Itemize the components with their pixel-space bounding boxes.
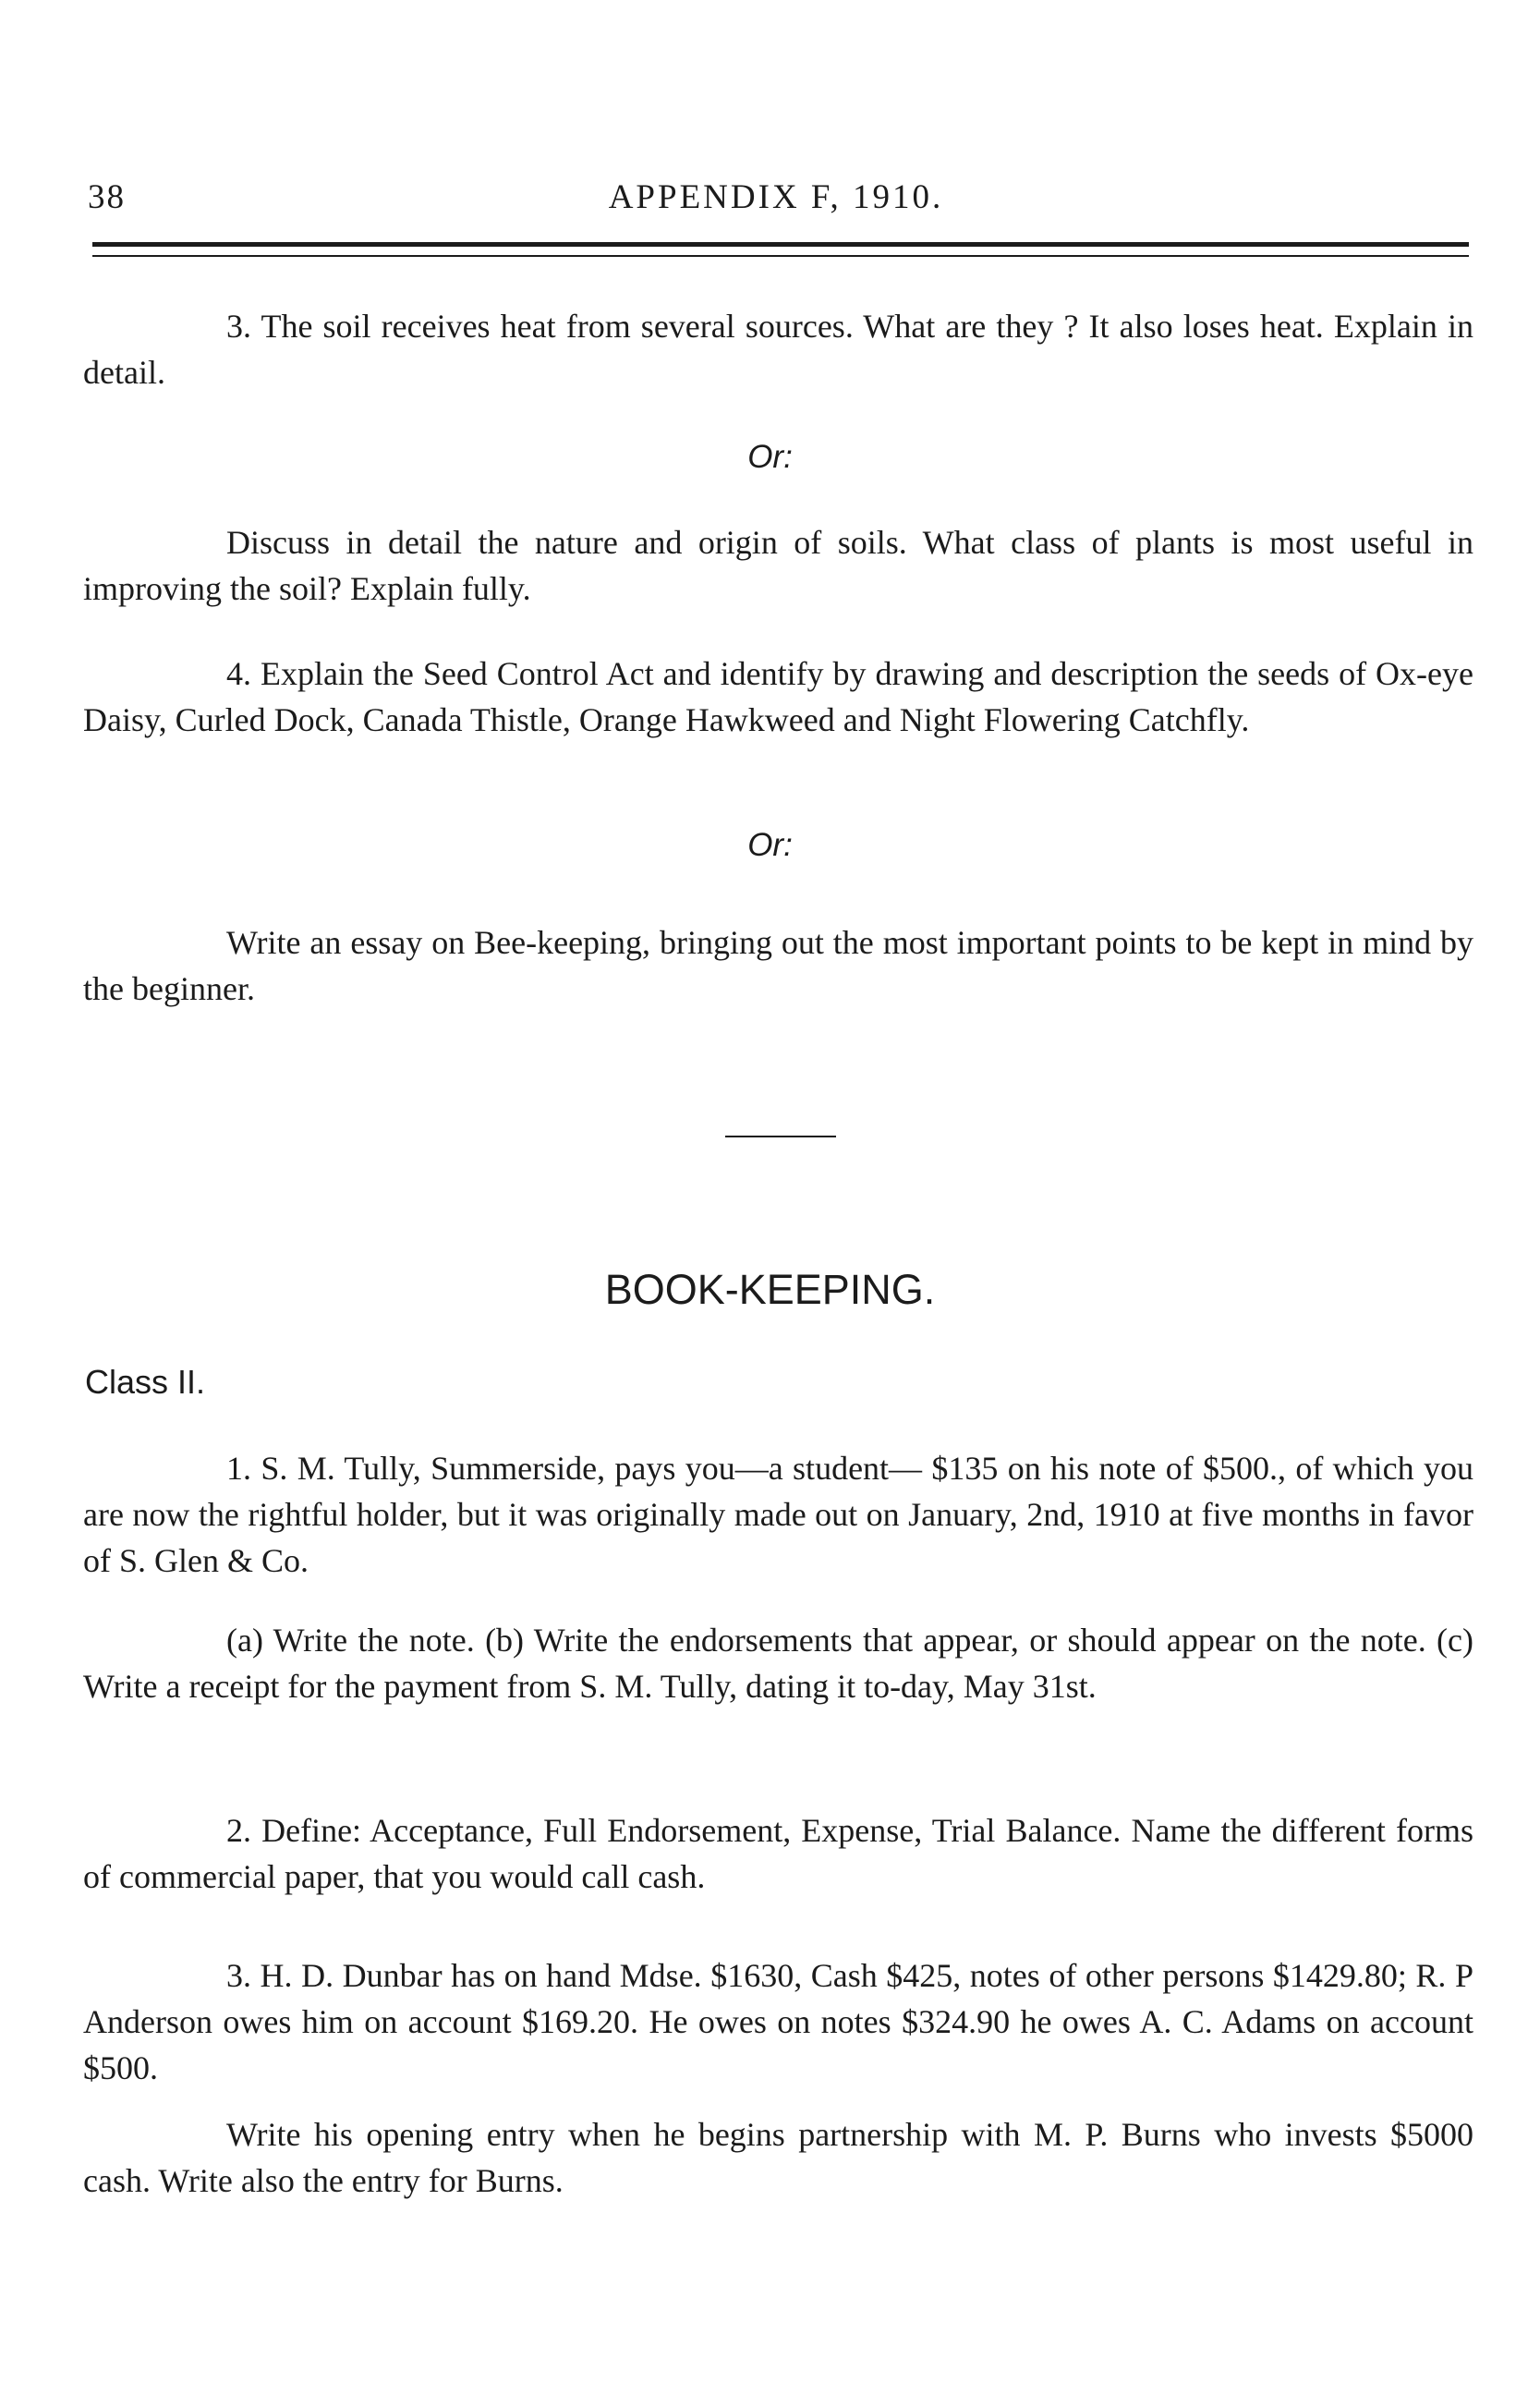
bookkeeping-question-1: 1. S. M. Tully, Summerside, pays you—a student— $135 on his note of $500., of which you are now the rightful holder, but it was originally made out on January, 2nd, 1910 at five months in favor of S. Glen & Co. bbox=[83, 1450, 1473, 1579]
page-number: 38 bbox=[88, 178, 126, 216]
section-separator bbox=[725, 1136, 836, 1137]
class-label: Class II. bbox=[85, 1363, 206, 1401]
or-divider-1: Or: bbox=[747, 439, 793, 475]
header-rule-thick bbox=[92, 242, 1469, 247]
header-rule-thin bbox=[92, 255, 1469, 257]
running-title: APPENDIX F, 1910. bbox=[608, 178, 944, 216]
page-header bbox=[88, 177, 1464, 224]
or-divider-2: Or: bbox=[747, 827, 793, 863]
bookkeeping-question-3-followup: Write his opening entry when he begins partnership with M. P. Burns who invests $5000 cash. Write also the entry for Burns. bbox=[83, 2116, 1473, 2199]
bookkeeping-question-2: 2. Define: Acceptance, Full Endorsement, Expense, Trial Balance. Name the different forms of commercial paper, that you would call cash. bbox=[83, 1812, 1473, 1895]
section-title: BOOK-KEEPING. bbox=[604, 1266, 936, 1313]
agriculture-question-4: 4. Explain the Seed Control Act and identify by drawing and description the seeds of Ox-eye Daisy, Curled Dock, Canada Thistle, Orange Hawkweed and Night Flowering Catchfly. bbox=[83, 655, 1473, 738]
agriculture-question-3: 3. The soil receives heat from several sources. What are they ? It also loses heat. Explain in detail. bbox=[83, 308, 1473, 391]
agriculture-question-3-alternative: Discuss in detail the nature and origin of soils. What class of plants is most useful in improving the soil? Explain fully. bbox=[83, 524, 1473, 607]
bookkeeping-question-1-parts: (a) Write the note. (b) Write the endorsements that appear, or should appear on the note. (c) Write a receipt for the payment from S. M. Tully, dating it to-day, May 31st. bbox=[83, 1622, 1473, 1705]
bookkeeping-question-3: 3. H. D. Dunbar has on hand Mdse. $1630, Cash $425, notes of other persons $1429.80; R. P Anderson owes him on account $169.20. He owes on notes $324.90 he owes A. C. Adams on account $500. bbox=[83, 1957, 1473, 2086]
agriculture-question-4-alternative: Write an essay on Bee-keeping, bringing out the most important points to be kept in mind by the beginner. bbox=[83, 924, 1473, 1007]
